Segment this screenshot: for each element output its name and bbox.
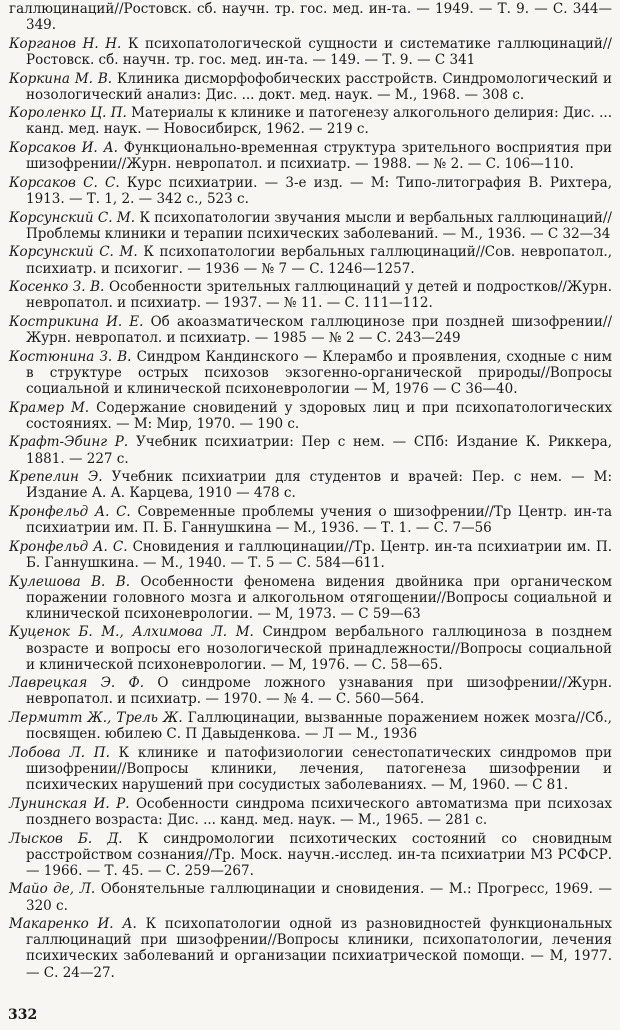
entry-author: Косенко З. В. bbox=[9, 279, 105, 296]
entry-text: Материалы к клинике и патогенезу алкогольного делирия: Дис. ... канд. мед. наук. — Новосибирск, 1962. — 219 с. bbox=[26, 105, 612, 138]
entry-text: галлюцинаций//Ростовск. сб. научн. тр. гос. мед. ин-та. — 1949. — Т. 9. — С. 344—349. bbox=[9, 1, 612, 34]
entry-text: Особенности зрительных галлюцинаций у детей и подростков//Журн. невропатол. и психиатр. — 1937. — № 11. — С. 111—112. bbox=[26, 279, 612, 312]
bibliography-entry bbox=[9, 105, 612, 137]
entry-author: Корсунский С. М. bbox=[9, 244, 138, 261]
bibliography-entry bbox=[9, 796, 612, 828]
entry-author: Крепелин Э. bbox=[9, 469, 103, 486]
entry-author: Корсаков С. С. bbox=[9, 174, 120, 191]
entry-text: Обонятельные галлюцинации и сновидения. — М.: Прогресс, 1969. — 320 с. bbox=[26, 881, 612, 914]
entry-author: Корсаков И. А. bbox=[9, 140, 118, 157]
bibliography-entry bbox=[9, 36, 612, 68]
entry-author: Лунинская И. Р. bbox=[9, 795, 130, 812]
bibliography-entry bbox=[9, 539, 612, 571]
entry-text: Сновидения и галлюцинации//Тр. Центр. ин-та психиатрии им. П. Б. Ганнушкина. — М., 1940. — Т. 5 — С. 584—611. bbox=[26, 538, 613, 571]
entry-text: Об акоазматическом галлюцинозе при поздней шизофрении//Журн. невропатол. и психиатр. — 1985 — № 2 — С. 243—249 bbox=[26, 314, 613, 347]
entry-text: Учебник психиатрии: Пер с нем. — СПб: Издание К. Риккера, 1881. — 227 с. bbox=[26, 434, 613, 467]
bibliography-entry bbox=[9, 624, 612, 672]
entry-text: Особенности синдрома психического автоматизма при психозах позднего возраста: Дис. ... канд. мед. наук. — М., 1965. — 281 с. bbox=[26, 795, 612, 828]
entry-author: Лаврецкая Э. Ф. bbox=[9, 675, 144, 692]
bibliography-entry bbox=[9, 710, 612, 742]
entry-text: Клиника дисморфофобических расстройств. Синдромологический и нозологический анализ: Дис. ... докт. мед. наук. — М., 1968. — 308 с. bbox=[26, 70, 612, 103]
entry-text: К психопатологии звучания мысли и вербальных галлюцинаций//Проблемы клиники и терапии психических заболеваний. — М., 1936. — С 32—34 bbox=[26, 209, 612, 242]
bibliography-entry bbox=[9, 349, 612, 397]
entry-text: Содержание сновидений у здоровых лиц и при психопатологических состояниях. — М: Мир, 1970. — 190 с. bbox=[26, 399, 612, 432]
entry-text: Синдром вербального галлюциноза в позднем возрасте и вопросы его нозологической принадлежности//Вопросы социальной и клинической психоневрологии. — М, 1976. — С. 58—65. bbox=[26, 624, 612, 673]
entry-author: Корсунский С. М. bbox=[9, 209, 136, 226]
entry-text: К психопатологии вербальных галлюцинаций//Сов. невропатол., психиатр. и психогиг. — 1936 — № 7 — С. 1246—1257. bbox=[26, 244, 612, 277]
entry-author: Майо де, Л. bbox=[9, 881, 96, 898]
entry-author: Лобова Л. П. bbox=[9, 744, 110, 761]
entry-text: К психопатологической сущности и систематике галлюцинаций//Ростовск. сб. научн. тр. гос. мед. ин-та. — 149. — Т. 9. — С 341 bbox=[26, 35, 612, 68]
bibliography-entry bbox=[9, 175, 612, 207]
bibliography-entry bbox=[9, 314, 612, 346]
entry-text: О синдроме ложного узнавания при шизофрении//Журн. невропатол. и психиатр. — 1970. — № 4. — С. 560—564. bbox=[26, 675, 612, 708]
entry-text: К психопатологии одной из разновидностей функциональных галлюцинаций при шизофрении//Вопросы клиники, психопатологии, лечения психических заболеваний и организации психиатрической помощи. — М, 1977. — С. 24—27. bbox=[26, 916, 612, 981]
entry-text: Современные проблемы учения о шизофрении//Тр Центр. ин-та психиатрии им. П. Б. Ганнушкина — М., 1936. — Т. 1. — С. 7—56 bbox=[26, 504, 612, 537]
entry-author: Крафт-Эбинг Р. bbox=[9, 434, 129, 451]
bibliography-entry bbox=[9, 916, 612, 980]
entry-author: Кронфельд А. С. bbox=[9, 504, 131, 521]
entry-author: Короленко Ц. П. bbox=[9, 105, 127, 122]
bibliography-entry bbox=[9, 244, 612, 276]
entry-author: Куценок Б. М., Алхимова Л. М. bbox=[9, 624, 254, 641]
entry-text: Учебник психиатрии для студентов и врачей: Пер. с нем. — М: Издание А. А. Карцева, 1910 — 478 с. bbox=[26, 469, 613, 502]
entry-text: Курс психиатрии. — 3-е изд. — М: Типо-литография В. Рихтера, 1913. — Т. 1, 2. — 342 с., 523 с. bbox=[26, 174, 612, 207]
bibliography-entry bbox=[9, 574, 612, 622]
bibliography-entry bbox=[9, 1, 612, 33]
entry-text: К клинике и патофизиологии сенестопатических синдромов при шизофрении//Вопросы клиники, лечения, патогенеза шизофрении и психических нарушений при сосудистых заболеваниях. — М, 1960. — С 81. bbox=[26, 744, 612, 794]
bibliography-entry bbox=[9, 831, 612, 879]
bibliography-entry bbox=[9, 504, 612, 536]
bibliography-entry bbox=[9, 400, 612, 432]
entry-author: Кронфельд А. С. bbox=[9, 538, 128, 555]
bibliography-entry bbox=[9, 881, 612, 913]
bibliography-entry bbox=[9, 210, 612, 242]
entry-text: Особенности феномена видения двойника при органическом поражении головного мозга и алкогольном отягощении//Вопросы социальной и клинической психоневрологии. — М, 1973. — С 59—63 bbox=[26, 573, 613, 622]
entry-author: Костюнина З. В. bbox=[9, 348, 132, 365]
entry-author: Крамер М. bbox=[9, 399, 90, 416]
bibliography-entry bbox=[9, 675, 612, 707]
entry-text: Галлюцинации, вызванные поражением ножек мозга//Сб., посвящен. юбилею С. П Давыденкова. — Л — М., 1936 bbox=[26, 710, 612, 743]
bibliography-entry bbox=[9, 140, 612, 172]
bibliography-entry bbox=[9, 434, 612, 466]
entry-author: Лысков Б. Д. bbox=[9, 830, 123, 847]
bibliography-entry bbox=[9, 71, 612, 103]
entry-author: Макаренко И. А. bbox=[9, 916, 137, 933]
entry-author: Лермитт Ж., Трель Ж. bbox=[9, 710, 183, 727]
entry-author: Корганов Н. Н. bbox=[9, 35, 122, 52]
entry-text: Функционально-временная структура зрительного восприятия при шизофрении//Журн. невропатол. и психиатр. — 1988. — № 2. — С. 106—110. bbox=[26, 140, 613, 173]
entry-author: Коркина М. В. bbox=[9, 70, 113, 87]
entry-author: Кострикина И. Е. bbox=[9, 314, 144, 331]
entry-text: К синдромологии психотических состояний со сновидным расстройством сознания//Тр. Моск. научн.-исслед. ин-та психиатрии МЗ РСФСР. — 1966. — Т. 45. — С. 259—267. bbox=[26, 830, 612, 879]
page-number: 332 bbox=[8, 1007, 38, 1023]
entry-text: Синдром Кандинского — Клерамбо и проявления, сходные с ним в структуре острых психозов экзогенно-органической природы//Вопросы социальной и клинической психоневрологии — М, 1976 — С 36—40. bbox=[26, 348, 613, 397]
bibliography-entry bbox=[9, 745, 612, 793]
bibliography-page bbox=[9, 1, 612, 983]
entry-author: Кулешова В. В. bbox=[9, 573, 131, 590]
bibliography-entry bbox=[9, 469, 612, 501]
bibliography-entry bbox=[9, 279, 612, 311]
